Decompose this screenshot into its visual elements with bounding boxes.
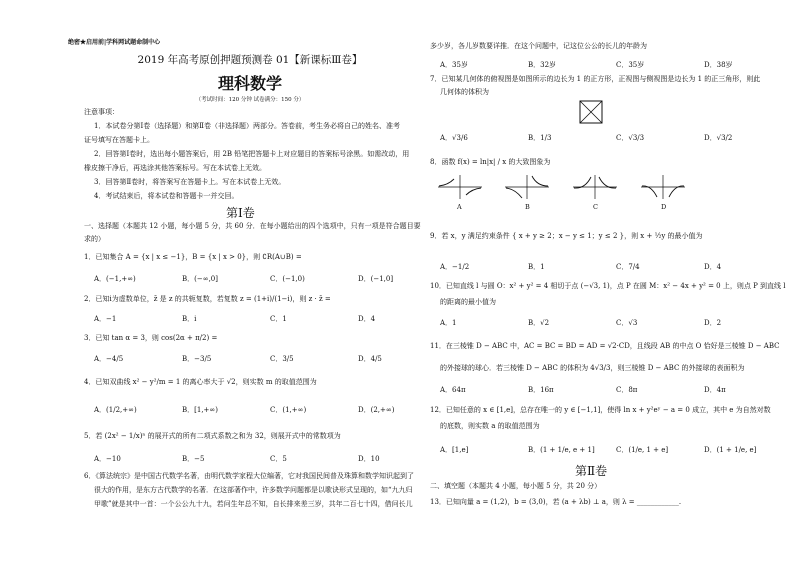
- q10-option-c: C．√3: [616, 319, 638, 327]
- q4-option-a: A．(1/2,+∞): [94, 406, 137, 414]
- q10-line-2: 的距离的最小值为: [440, 298, 496, 306]
- part2-instruction: 二、填空题（本题共 4 小题，每小题 5 分，共 20 分）: [430, 482, 602, 490]
- q7-option-a: A．√3/6: [440, 134, 468, 142]
- part2-title: 第Ⅱ卷: [575, 464, 608, 478]
- q11-line-2: 的外接球的球心．若三棱锥 D − ABC 的体积为 4√3/3，则三棱锥 D − ABC 的外接球的表面积为: [440, 364, 745, 372]
- q7-top-view-square: [578, 99, 606, 125]
- part1-title: 第Ⅰ卷: [226, 206, 255, 220]
- q4-option-c: C．(1,+∞): [270, 406, 307, 414]
- q7-line-1: 7．已知某几何体的俯视图是如图所示的边长为 1 的正方形，正视图与侧视图是边长为 1 的正三角形，则此: [430, 75, 761, 83]
- notes-heading: 注意事项：: [84, 108, 119, 116]
- q12-option-c: C．(1/e, 1 + e]: [616, 446, 669, 454]
- q6-option-c: C．35岁: [616, 61, 645, 69]
- q2-option-a: A．−1: [94, 315, 117, 323]
- q10-line-1: 10．已知直线 l 与圆 O：x² + y² = 4 相切于点 (−√3, 1)，点 P 在圆 M：x² − 4x + y² = 0 上，则点 P 到直线 l: [430, 282, 786, 290]
- q7-option-c: C．√3/3: [616, 134, 645, 142]
- q10-option-a: A．1: [440, 319, 457, 327]
- exam-title: 2019 年高考原创押题预测卷 01【新课标Ⅲ卷】: [137, 54, 363, 66]
- q3-option-a: A．−4/5: [94, 355, 124, 363]
- confidential-label: 绝密★启用前|学科网试题命制中心: [68, 39, 161, 46]
- q11-option-b: B．16π: [528, 386, 554, 394]
- q6-line-4: 多少岁，各儿岁数要详推．在这个问题中，记这位公公的长儿的年龄为: [430, 42, 647, 50]
- q3-option-b: B．−3/5: [182, 355, 212, 363]
- q5-options: [94, 454, 446, 464]
- q2-options: [94, 314, 446, 324]
- q9-option-d: D．4: [704, 263, 722, 271]
- q7-options: [440, 133, 792, 143]
- q12-line-2: 的底数，则实数 a 的取值范围为: [440, 422, 540, 430]
- q9-option-b: B．1: [528, 263, 545, 271]
- q1-option-a: A．(−1,+∞): [94, 275, 136, 283]
- q3-stem: 3．已知 tan α = 3，则 cos(2α + π/2) =: [84, 334, 218, 342]
- q12-option-d: D．(1 + 1/e, e]: [704, 446, 757, 454]
- note-line-1: 1．本试卷分第Ⅰ卷（选择题）和第Ⅱ卷（非选择题）两部分。答卷前，考生务必将自己的姓名、准考: [94, 122, 400, 130]
- q5-option-d: D．10: [358, 455, 380, 463]
- q6-line-3: 甲歌”就是其中一首：一个公公九十九，若问生年总不知，自长排来差三岁，共年二百七十四，借问长儿: [94, 500, 413, 508]
- q12-line-1: 12．已知任意的 x ∈ [1,e]，总存在唯一的 y ∈ [−1,1]，使得 ln x + y²eʸ − a = 0 成立，其中 e 为自然对数: [430, 406, 771, 414]
- q10-options: [440, 318, 792, 328]
- q8-graph-c: [571, 173, 619, 201]
- exam-meta: （考试时间：120 分钟 试卷满分：150 分）: [195, 97, 305, 103]
- q1-option-b: B．(−∞,0]: [182, 275, 218, 283]
- q1-stem: 1．已知集合 A = {x | x ≤ −1}，B = {x | x > 0}，则 ∁R(A∪B) =: [84, 253, 302, 261]
- q2-option-d: D．4: [358, 315, 376, 323]
- q8-graph-b: [503, 173, 551, 201]
- q3-option-c: C．3/5: [270, 355, 294, 363]
- q7-option-d: D．√3/2: [704, 134, 733, 142]
- q8-graph-d: [639, 173, 687, 201]
- q4-option-d: D．(2,+∞): [358, 406, 395, 414]
- q6-line-1: 6．《算法统宗》是中国古代数学名著，由明代数学家程大位编著，它对我国民间普及珠算和数学知识起到了: [84, 472, 414, 480]
- q12-option-b: B．(1 + 1/e, e + 1]: [528, 446, 595, 454]
- q1-option-c: C．(−1,0): [270, 275, 305, 283]
- q6-line-2: 很大的作用，是东方古代数学的名著．在这部著作中，许多数学问题都是以歌诀形式呈现的，如“九九归: [94, 486, 413, 494]
- q8-label-c: C: [593, 203, 598, 211]
- q8-label-b: B: [525, 203, 530, 211]
- q5-option-b: B．−5: [182, 455, 205, 463]
- q9-option-a: A．−1/2: [440, 263, 470, 271]
- q10-option-b: B．√2: [528, 319, 550, 327]
- part1-instruction-1: 一、选择题（本题共 12 小题，每小题 5 分，共 60 分．在每小题给出的四个选项中，只有一项是符合题目要: [84, 222, 421, 230]
- q11-option-a: A．64π: [440, 386, 466, 394]
- q3-option-d: D．4/5: [358, 355, 382, 363]
- q11-line-1: 11．在三棱锥 D − ABC 中，AC = BC = BD = AD = √2·CD，且线段 AB 的中点 O 恰好是三棱锥 D − ABC: [430, 342, 780, 350]
- exam-subject: 理科数学: [217, 74, 282, 93]
- q8-label-a: A: [457, 203, 462, 211]
- q6-options: [440, 60, 792, 70]
- note-line-5: 3．回答第Ⅱ卷时，将答案写在答题卡上。写在本试卷上无效。: [94, 178, 286, 186]
- q12-options: [440, 445, 792, 455]
- note-line-4: 橡皮擦干净后，再选涂其他答案标号。写在本试卷上无效。: [84, 164, 266, 172]
- q8-label-d: D: [661, 203, 667, 211]
- q6-option-d: D．38岁: [704, 61, 733, 69]
- q8-stem: 8．函数 f(x) = ln|x| / x 的大致图象为: [430, 158, 551, 166]
- note-line-3: 2．回答第Ⅰ卷时，选出每小题答案后，用 2B 铅笔把答题卡上对应题目的答案标号涂黑。如需改动，用: [94, 150, 410, 158]
- q10-option-d: D．2: [704, 319, 722, 327]
- q7-option-b: B．1/3: [528, 134, 552, 142]
- q9-option-c: C．7/4: [616, 263, 640, 271]
- q11-options: [440, 385, 792, 395]
- q3-options: [94, 354, 446, 364]
- q2-option-c: C．1: [270, 315, 287, 323]
- q9-stem: 9．若 x，y 满足约束条件 { x + y ≥ 2；x − y ≤ 1；y ≤ 2 }，则 x + ½y 的最小值为: [430, 232, 703, 240]
- part1-instruction-2: 求的）: [84, 235, 105, 243]
- note-line-2: 证号填写在答题卡上。: [84, 136, 154, 144]
- q5-stem: 5．若 (2x² − 1/x)ⁿ 的展开式的所有二项式系数之和为 32，则展开式中的常数项为: [84, 432, 341, 440]
- q11-option-c: C．8π: [616, 386, 638, 394]
- q4-options: [94, 405, 446, 415]
- q12-option-a: A．[1,e]: [440, 446, 469, 454]
- q5-option-a: A．−10: [94, 455, 121, 463]
- q9-options: [440, 262, 792, 272]
- q2-stem: 2．已知i为虚数单位，z̄ 是 z 的共轭复数，若复数 z = (1+i)/(1−i)，则 z · z̄ =: [84, 295, 331, 303]
- q4-option-b: B．[1,+∞): [182, 406, 218, 414]
- q1-options: [94, 274, 446, 284]
- note-line-6: 4．考试结束后，将本试卷和答题卡一并交回。: [94, 192, 239, 200]
- q6-option-a: A．35岁: [440, 61, 468, 69]
- q8-graph-a: [436, 173, 484, 201]
- q11-option-d: D．4π: [704, 386, 726, 394]
- q6-option-b: B．32岁: [528, 61, 557, 69]
- q4-stem: 4．已知双曲线 x² − y²/m = 1 的离心率大于 √2，则实数 m 的取值范围为: [84, 378, 317, 386]
- q7-line-2: 几何体的体积为: [440, 88, 489, 96]
- q13-stem: 13．已知向量 a = (1,2)，b = (3,0)，若 (a + λb) ⊥ a，则 λ = ____________.: [430, 498, 682, 506]
- q2-option-b: B．i: [182, 315, 197, 323]
- q5-option-c: C．5: [270, 455, 287, 463]
- q1-option-d: D．(−1,0]: [358, 275, 394, 283]
